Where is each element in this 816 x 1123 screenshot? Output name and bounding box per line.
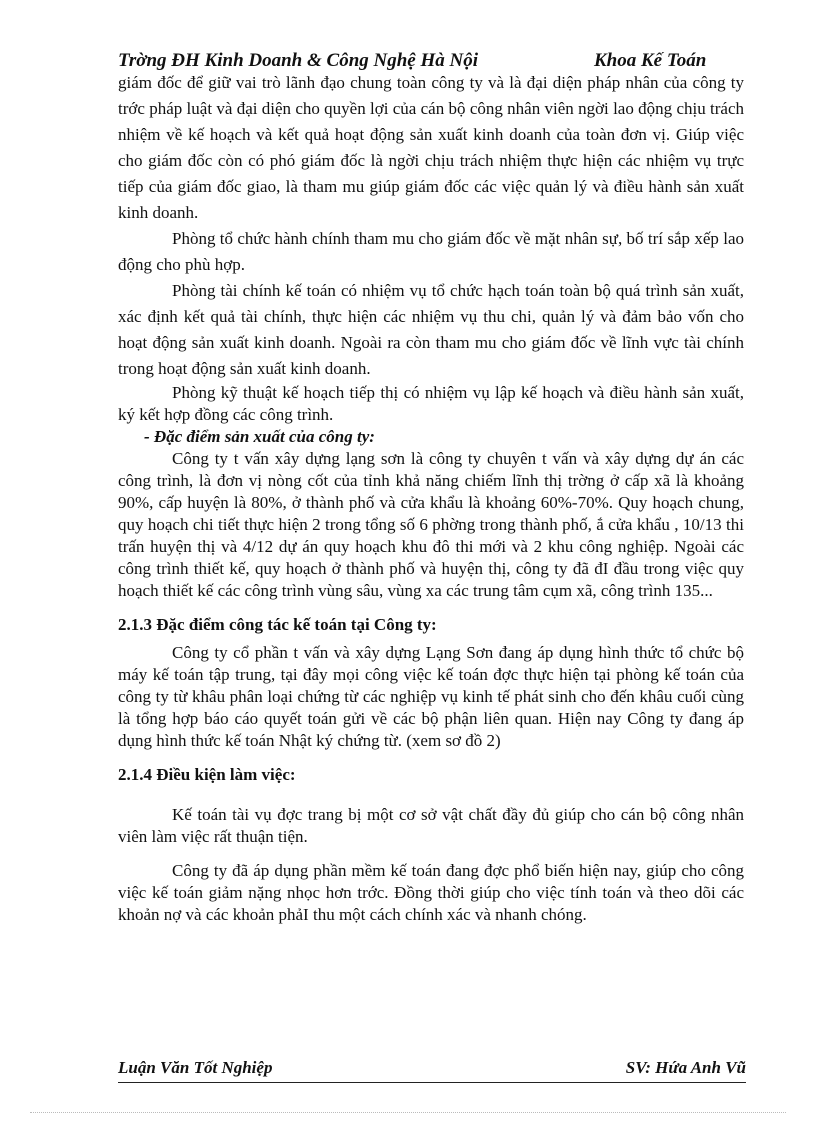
header-university: Trờng ĐH Kinh Doanh & Công Nghệ Hà Nội: [118, 50, 479, 71]
document-body: [118, 70, 744, 926]
paragraph-production: Công ty t vấn xây dựng lạng sơn là công ty chuyên t vấn và xây dựng dự án các công trình, là đơn vị nòng cốt của tỉnh khả năng chiếm lĩnh thị trờng ở cấp xã là khoảng 90%, cấp huyện là 80%, ở thành phố và cửa khẩu là khoảng 60%-70%. Quy hoạch chung, quy hoạch chi tiết thực hiện 2 trong tổng số 6 phờng trong thành phố, ắ cửa khẩu , 10/13 thi trấn huyện thị và 4/12 dự án quy hoạch khu đô thi mới và 2 khu công nghiệp. Ngoài các công trình thiết kế, quy hoạch ở thành phố và huyện thị, công ty đã đI đầu trong việc quy hoạch thiết kế các công trình vùng sâu, vùng xa các trung tâm cụm xã, công trình 135...: [118, 449, 744, 600]
footer-student-name: SV: Hứa Anh Vũ: [625, 1058, 746, 1077]
footer-thesis-label: Luận Văn Tốt Nghiệp: [118, 1058, 273, 1077]
page-footer: [118, 1058, 746, 1083]
page-edge-divider: [30, 1112, 786, 1113]
section-heading-2-1-4: 2.1.4 Điều kiện làm việc:: [118, 765, 296, 784]
paragraph-planning-office: Phòng kỹ thuật kế hoạch tiếp thị có nhiệm vụ lập kế hoạch và điều hành sản xuất, ký kết hợp đồng các công trình.: [118, 383, 744, 424]
subheading-production: - Đặc điểm sản xuất của công ty:: [144, 427, 375, 446]
paragraph-finance-office: Phòng tài chính kế toán có nhiệm vụ tổ chức hạch toán toàn bộ quá trình sản xuất, xác định kết quả tài chính, thực hiện các nhiệm vụ thu chi, quản lý và đảm bảo vốn cho hoạt động sản xuất kinh doanh. Ngoài ra còn tham mu cho giám đốc về lĩnh vực tài chính trong hoạt động sản xuất kinh doanh.: [118, 281, 744, 378]
paragraph-working-conditions-1: Kế toán tài vụ đợc trang bị một cơ sở vật chất đầy đủ giúp cho cán bộ công nhân viên làm việc rất thuận tiện.: [118, 805, 744, 846]
section-heading-2-1-3: 2.1.3 Đặc điểm công tác kế toán tại Công ty:: [118, 615, 437, 634]
paragraph-admin-office: Phòng tổ chức hành chính tham mu cho giám đốc về mặt nhân sự, bố trí sắp xếp lao động cho phù hợp.: [118, 229, 744, 274]
paragraph-working-conditions-2: Công ty đã áp dụng phần mềm kế toán đang đợc phổ biến hiện nay, giúp cho công việc kế toán giảm nặng nhọc hơn trớc. Đồng thời giúp cho việc tính toán và theo dõi các khoản nợ và các khoản phảI thu một cách chính xác và nhanh chóng.: [118, 861, 744, 924]
header-faculty: Khoa Kế Toán: [594, 50, 707, 71]
paragraph-accounting: Công ty cổ phần t vấn và xây dựng Lạng Sơn đang áp dụng hình thức tổ chức bộ máy kế toán tập trung, tại đây mọi công việc kế toán đợc thực hiện tại phòng kế toán của công ty từ khâu phân loại chứng từ các nghiệp vụ kinh tế phát sinh cho đến khâu cuối cùng là tổng hợp báo cáo quyết toán gửi về các bộ phận liên quan. Hiện nay Công ty đang áp dụng hình thức kế toán Nhật ký chứng từ. (xem sơ đồ 2): [118, 643, 744, 750]
paragraph-director: giám đốc để giữ vai trò lãnh đạo chung toàn công ty và là đại diện pháp nhân của công ty trớc pháp luật và đại diện cho quyền lợi của cán bộ công nhân viên ngời lao động chịu trách nhiệm về kế hoạch và kết quả hoạt động sản xuất kinh doanh của toàn đơn vị. Giúp việc cho giám đốc còn có phó giám đốc là ngời chịu trách nhiệm thực hiện các nhiệm vụ trực tiếp của giám đốc giao, là tham mu giúp giám đốc các việc quản lý và điều hành sản xuất kinh doanh.: [118, 73, 744, 222]
